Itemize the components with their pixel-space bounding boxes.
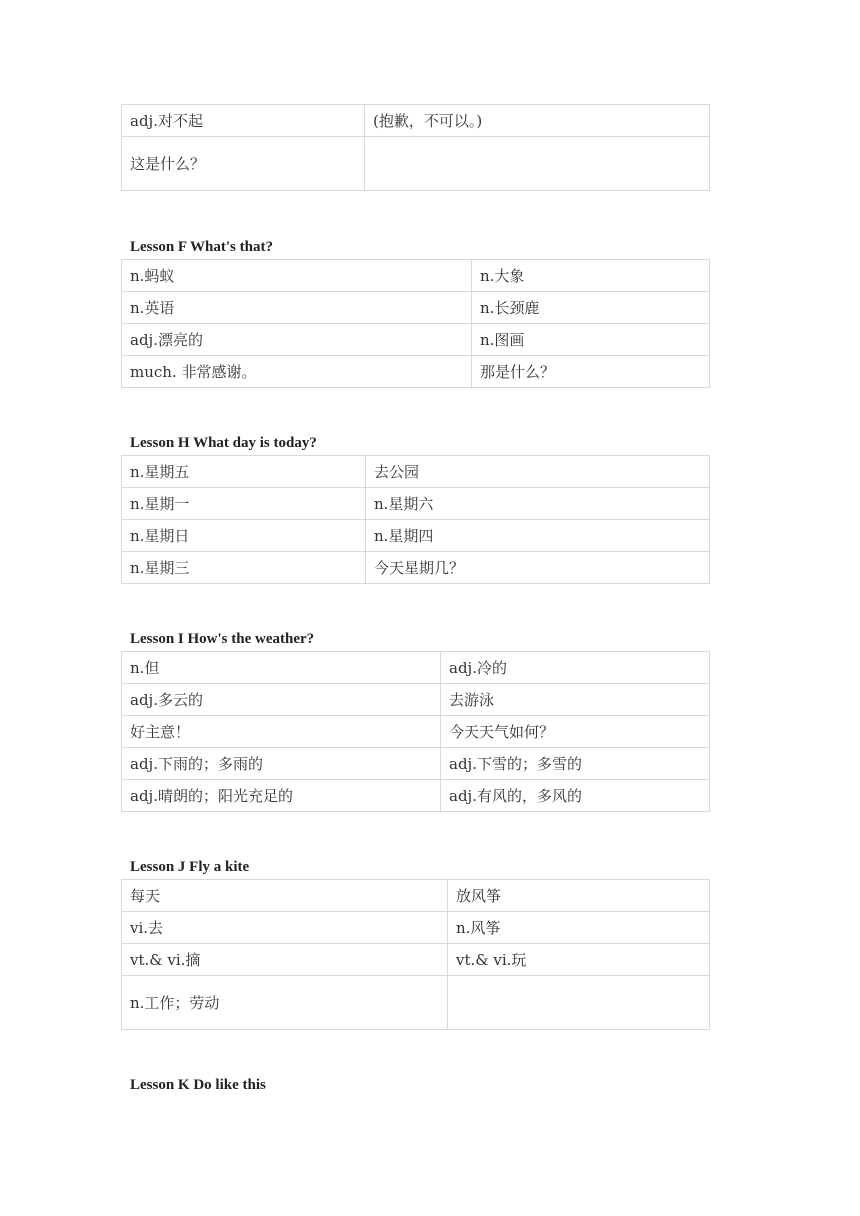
table-cell: much. 非常感谢。 (122, 356, 472, 388)
table-cell: 今天星期几？ (366, 552, 710, 584)
table-cell: n.大象 (472, 260, 710, 292)
table-cell: adj.漂亮的 (122, 324, 472, 356)
table-cell: n.蚂蚁 (122, 260, 472, 292)
table-row (122, 780, 710, 812)
vocab-table-lesson-j (121, 879, 710, 1030)
table-cell: 今天天气如何？ (441, 716, 710, 748)
table-cell: n.星期四 (366, 520, 710, 552)
table-cell: 那是什么？ (472, 356, 710, 388)
table-cell: 放风筝 (448, 880, 710, 912)
table-row (122, 356, 710, 388)
vocab-table-lesson-h (121, 455, 710, 584)
table-row (122, 488, 710, 520)
table-cell: adj.下雨的；多雨的 (122, 748, 441, 780)
table-cell: vt.& vi.玩 (448, 944, 710, 976)
table-cell (365, 137, 710, 191)
table-row (122, 520, 710, 552)
table-cell: 去游泳 (441, 684, 710, 716)
table-cell: adj.冷的 (441, 652, 710, 684)
table-row (122, 944, 710, 976)
table-cell: adj.有风的，多风的 (441, 780, 710, 812)
table-cell: n.星期六 (366, 488, 710, 520)
table-cell: adj.晴朗的；阳光充足的 (122, 780, 441, 812)
lesson-j-heading: Lesson J Fly a kite (130, 859, 250, 875)
table-cell: n.长颈鹿 (472, 292, 710, 324)
table-row (122, 652, 710, 684)
lesson-k-heading: Lesson K Do like this (130, 1077, 266, 1093)
table-row (122, 748, 710, 780)
table-row (122, 292, 710, 324)
table-cell: n.风筝 (448, 912, 710, 944)
table-row (122, 456, 710, 488)
table-row (122, 105, 710, 137)
table-cell: n.星期五 (122, 456, 366, 488)
table-cell (448, 976, 710, 1030)
table-row (122, 976, 710, 1030)
table-cell: n.星期三 (122, 552, 366, 584)
table-row (122, 912, 710, 944)
table-cell: adj.下雪的；多雪的 (441, 748, 710, 780)
vocab-table-lesson-f (121, 259, 710, 388)
table-row (122, 716, 710, 748)
table-cell: n.但 (122, 652, 441, 684)
table-cell: 每天 (122, 880, 448, 912)
lesson-f-heading: Lesson F What's that? (130, 239, 273, 255)
table-row (122, 137, 710, 191)
table-row (122, 552, 710, 584)
vocab-table-lesson-i (121, 651, 710, 812)
table-row (122, 880, 710, 912)
table-cell: 去公园 (366, 456, 710, 488)
lesson-i-heading: Lesson I How's the weather? (130, 631, 315, 647)
table-cell: vt.& vi.摘 (122, 944, 448, 976)
table-row (122, 684, 710, 716)
table-row (122, 260, 710, 292)
vocab-table-top (121, 104, 710, 191)
table-cell: n.英语 (122, 292, 472, 324)
table-cell: n.星期一 (122, 488, 366, 520)
table-cell: 这是什么？ (122, 137, 365, 191)
table-cell: n.图画 (472, 324, 710, 356)
table-cell: vi.去 (122, 912, 448, 944)
table-cell: n.星期日 (122, 520, 366, 552)
lesson-h-heading: Lesson H What day is today? (130, 435, 317, 451)
table-cell: n.工作；劳动 (122, 976, 448, 1030)
table-row (122, 324, 710, 356)
table-cell: (抱歉，不可以。) (365, 105, 710, 137)
table-cell: adj.对不起 (122, 105, 365, 137)
table-cell: adj.多云的 (122, 684, 441, 716)
table-cell: 好主意！ (122, 716, 441, 748)
